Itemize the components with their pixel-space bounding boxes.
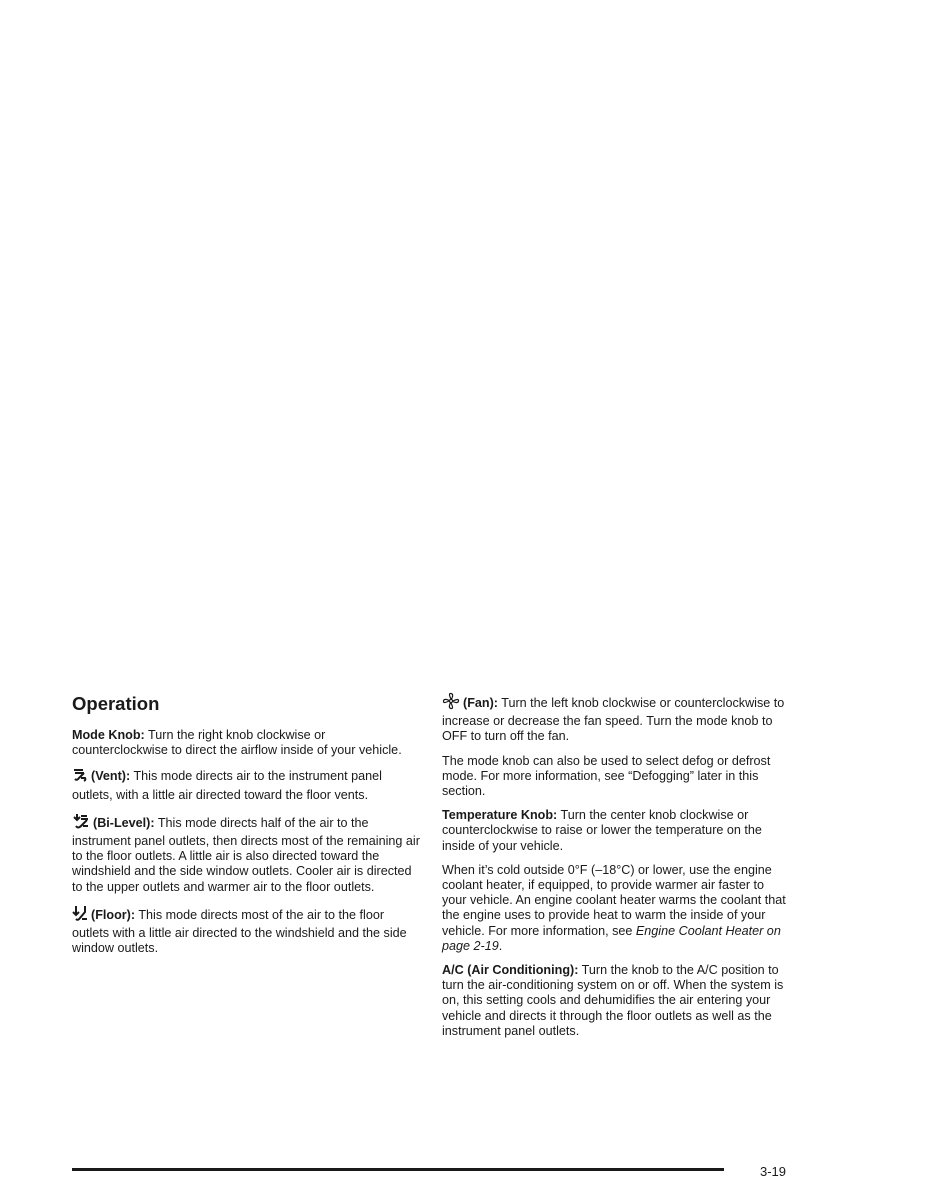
section-heading: Operation xyxy=(72,693,160,714)
floor-mode-icon xyxy=(72,904,88,926)
right-column xyxy=(442,692,792,1048)
temperature-knob-term: Temperature Knob: xyxy=(442,808,558,823)
ac-term: A/C (Air Conditioning): xyxy=(442,963,579,978)
vent-term: (Vent): xyxy=(91,769,131,784)
mode-knob-paragraph xyxy=(72,728,422,758)
mode-knob-text: Turn the right knob clockwise or counterclockwise to direct the airflow inside of your vehicle. xyxy=(72,728,402,758)
floor-text: This mode directs most of the air to the floor outlets with a little air directed to the windshield and the side window outlets. xyxy=(72,907,407,956)
bi-level-paragraph xyxy=(72,812,422,895)
vent-mode-icon xyxy=(72,767,88,787)
temperature-knob-text: Turn the center knob clockwise or counterclockwise to raise or lower the temperature on the inside of your vehicle. xyxy=(442,808,762,853)
ac-paragraph xyxy=(442,963,792,1039)
footer-rule xyxy=(72,1168,724,1171)
fan-icon xyxy=(442,692,460,714)
fan-term: (Fan): xyxy=(463,696,498,710)
bi-level-mode-icon xyxy=(72,812,90,834)
floor-paragraph xyxy=(72,904,422,957)
coolant-heater-paragraph xyxy=(442,863,792,954)
fan-text: Turn the left knob clockwise or counterclockwise to increase or decrease the fan speed. Turn the mode knob to OFF to turn off the fan. xyxy=(442,696,785,744)
defog-paragraph: The mode knob can also be used to select defog or defrost mode. For more information, see “Defogging” later in this section. xyxy=(442,753,771,799)
coolant-heater-reference[interactable]: Engine Coolant Heater on page 2-19 xyxy=(442,923,781,953)
coolant-heater-text: When it’s cold outside 0°F (–18°C) or lower, use the engine coolant heater, if equipped, to provide warmer air faster to your vehicle. An engine coolant heater warms the coolant that the engine uses to provide heat to warm the inside of your vehicle. For more information, see xyxy=(442,862,786,938)
fan-paragraph xyxy=(442,692,792,745)
vent-paragraph xyxy=(72,767,422,802)
page-number: 3-19 xyxy=(760,1164,787,1179)
temperature-knob-paragraph xyxy=(442,808,792,854)
bi-level-term: (Bi-Level): xyxy=(93,815,155,830)
coolant-heater-end: . xyxy=(498,938,503,953)
bi-level-text: This mode directs half of the air to the instrument panel outlets, then directs most of the remaining air to the floor outlets. A little air is also directed toward the windshield and the side window outlets. Cooler air is directed to the upper outlets and warmer air to the floor outlets. xyxy=(72,815,420,894)
left-column xyxy=(72,692,422,965)
vent-text: This mode directs air to the instrument panel outlets, with a little air directed toward the floor vents. xyxy=(72,769,382,802)
floor-term: (Floor): xyxy=(91,907,136,922)
ac-text: Turn the knob to the A/C position to turn the air-conditioning system on or off. When the system is on, this setting cools and dehumidifies the air entering your vehicle and directs it through the floor outlets as well as the instrument panel outlets. xyxy=(442,963,784,1038)
mode-knob-term: Mode Knob: xyxy=(72,728,145,742)
